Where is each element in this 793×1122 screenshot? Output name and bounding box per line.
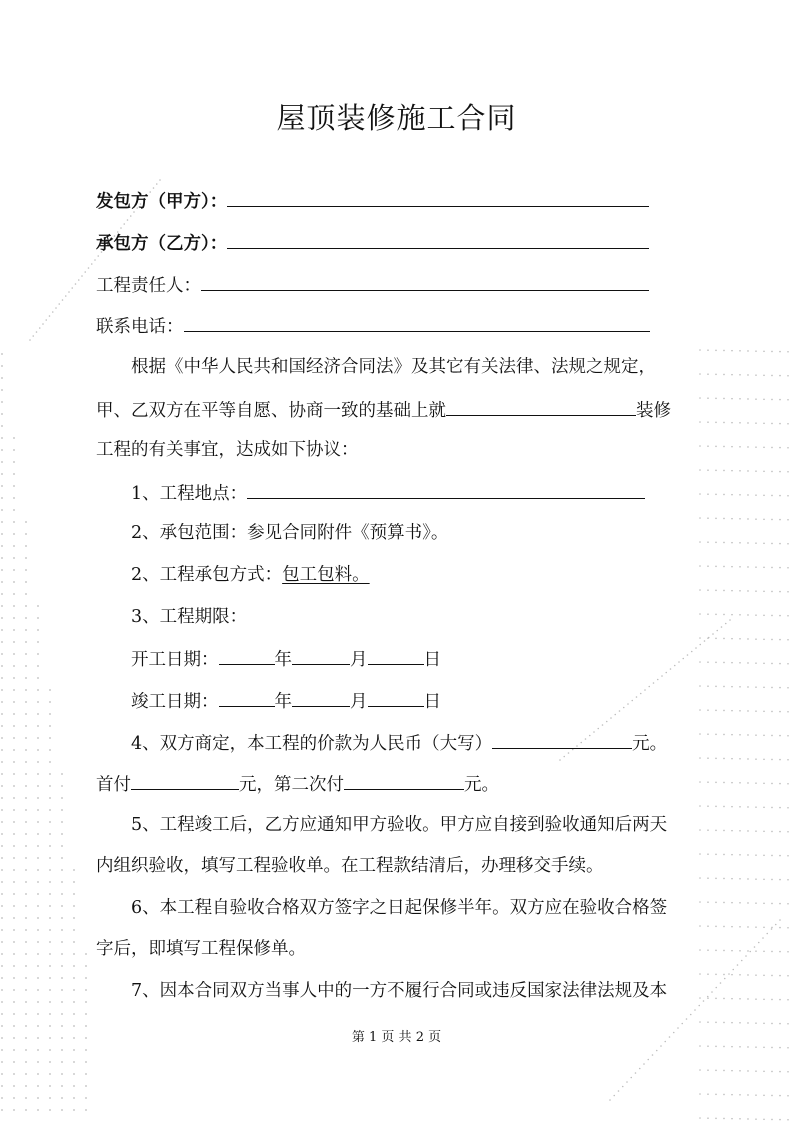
manager-blank[interactable] <box>201 272 649 291</box>
second-payment-blank[interactable] <box>344 771 464 790</box>
intro-line-2 <box>96 397 671 423</box>
item-2b-row <box>131 563 370 587</box>
end-year-unit: 年 <box>274 692 292 712</box>
end-day-blank[interactable] <box>368 688 424 707</box>
payment-row <box>96 771 499 797</box>
manager-row <box>96 272 649 298</box>
intro-line-3: 工程的有关事宜，达成如下协议： <box>96 440 359 460</box>
party-a-row <box>96 188 649 214</box>
item-7-line-1: 7、因本合同双方当事人中的一方不履行合同或违反国家法律法规及本 <box>131 981 668 1001</box>
second-payment-label: 元，第二次付 <box>239 775 344 795</box>
item-4-unit: 元。 <box>632 734 668 754</box>
end-day-unit: 日 <box>423 692 441 712</box>
start-month-blank[interactable] <box>292 646 350 665</box>
item-4-text: 4、双方商定，本工程的价款为人民币（大写） <box>131 734 493 754</box>
start-day-unit: 日 <box>423 650 441 670</box>
party-a-blank[interactable] <box>227 188 649 207</box>
item-1-label: 1、工程地点： <box>131 484 248 504</box>
intro-line-1: 根据《中华人民共和国经济合同法》及其它有关法律、法规之规定， <box>131 357 656 377</box>
end-month-blank[interactable] <box>292 688 350 707</box>
contract-mode-value: 包工包料。 <box>282 565 370 585</box>
project-location-blank[interactable] <box>247 480 645 499</box>
item-2b-label: 2、工程承包方式： <box>131 565 283 585</box>
item-1-row <box>131 480 645 506</box>
end-date-row <box>131 688 441 714</box>
item-6-line-1: 6、本工程自验收合格双方签字之日起保修半年。双方应在验收合格签 <box>131 898 668 918</box>
start-year-blank[interactable] <box>219 646 275 665</box>
item-2-row: 2、承包范围：参见合同附件《预算书》。 <box>131 523 449 543</box>
item-5-line-1: 5、工程竣工后，乙方应通知甲方验收。甲方应自接到验收通知后两天 <box>131 815 668 835</box>
first-payment-blank[interactable] <box>131 771 239 790</box>
start-year-unit: 年 <box>274 650 292 670</box>
document-title: 屋顶装修施工合同 <box>276 101 517 135</box>
end-date-label: 竣工日期： <box>131 692 219 712</box>
payment-unit: 元。 <box>464 775 499 795</box>
start-day-blank[interactable] <box>368 646 424 665</box>
phone-label: 联系电话： <box>96 317 184 337</box>
item-5-line-2: 内组织验收，填写工程验收单。在工程款结清后，办理移交手续。 <box>96 856 604 876</box>
manager-label: 工程责任人： <box>96 276 201 296</box>
party-a-label: 发包方（甲方）： <box>96 192 228 212</box>
phone-blank[interactable] <box>184 313 650 332</box>
price-blank[interactable] <box>492 730 632 749</box>
party-b-row <box>96 230 649 256</box>
item-3-row: 3、工程期限： <box>131 607 248 627</box>
project-name-blank[interactable] <box>446 397 636 416</box>
party-b-label: 承包方（乙方）： <box>96 234 228 254</box>
start-month-unit: 月 <box>350 650 368 670</box>
end-month-unit: 月 <box>350 692 368 712</box>
page-footer: 第 1 页 共 2 页 <box>351 1030 442 1045</box>
item-6-line-2: 字后，即填写工程保修单。 <box>96 939 306 959</box>
start-date-label: 开工日期： <box>131 650 219 670</box>
first-payment-label: 首付 <box>96 775 131 795</box>
phone-row <box>96 313 650 339</box>
start-date-row <box>131 646 441 672</box>
end-year-blank[interactable] <box>219 688 275 707</box>
item-4-row <box>131 730 667 756</box>
intro-line-2-text: 甲、乙双方在平等自愿、协商一致的基础上就 <box>96 401 446 421</box>
party-b-blank[interactable] <box>227 230 649 249</box>
intro-line-2-suffix: 装修 <box>636 401 671 421</box>
